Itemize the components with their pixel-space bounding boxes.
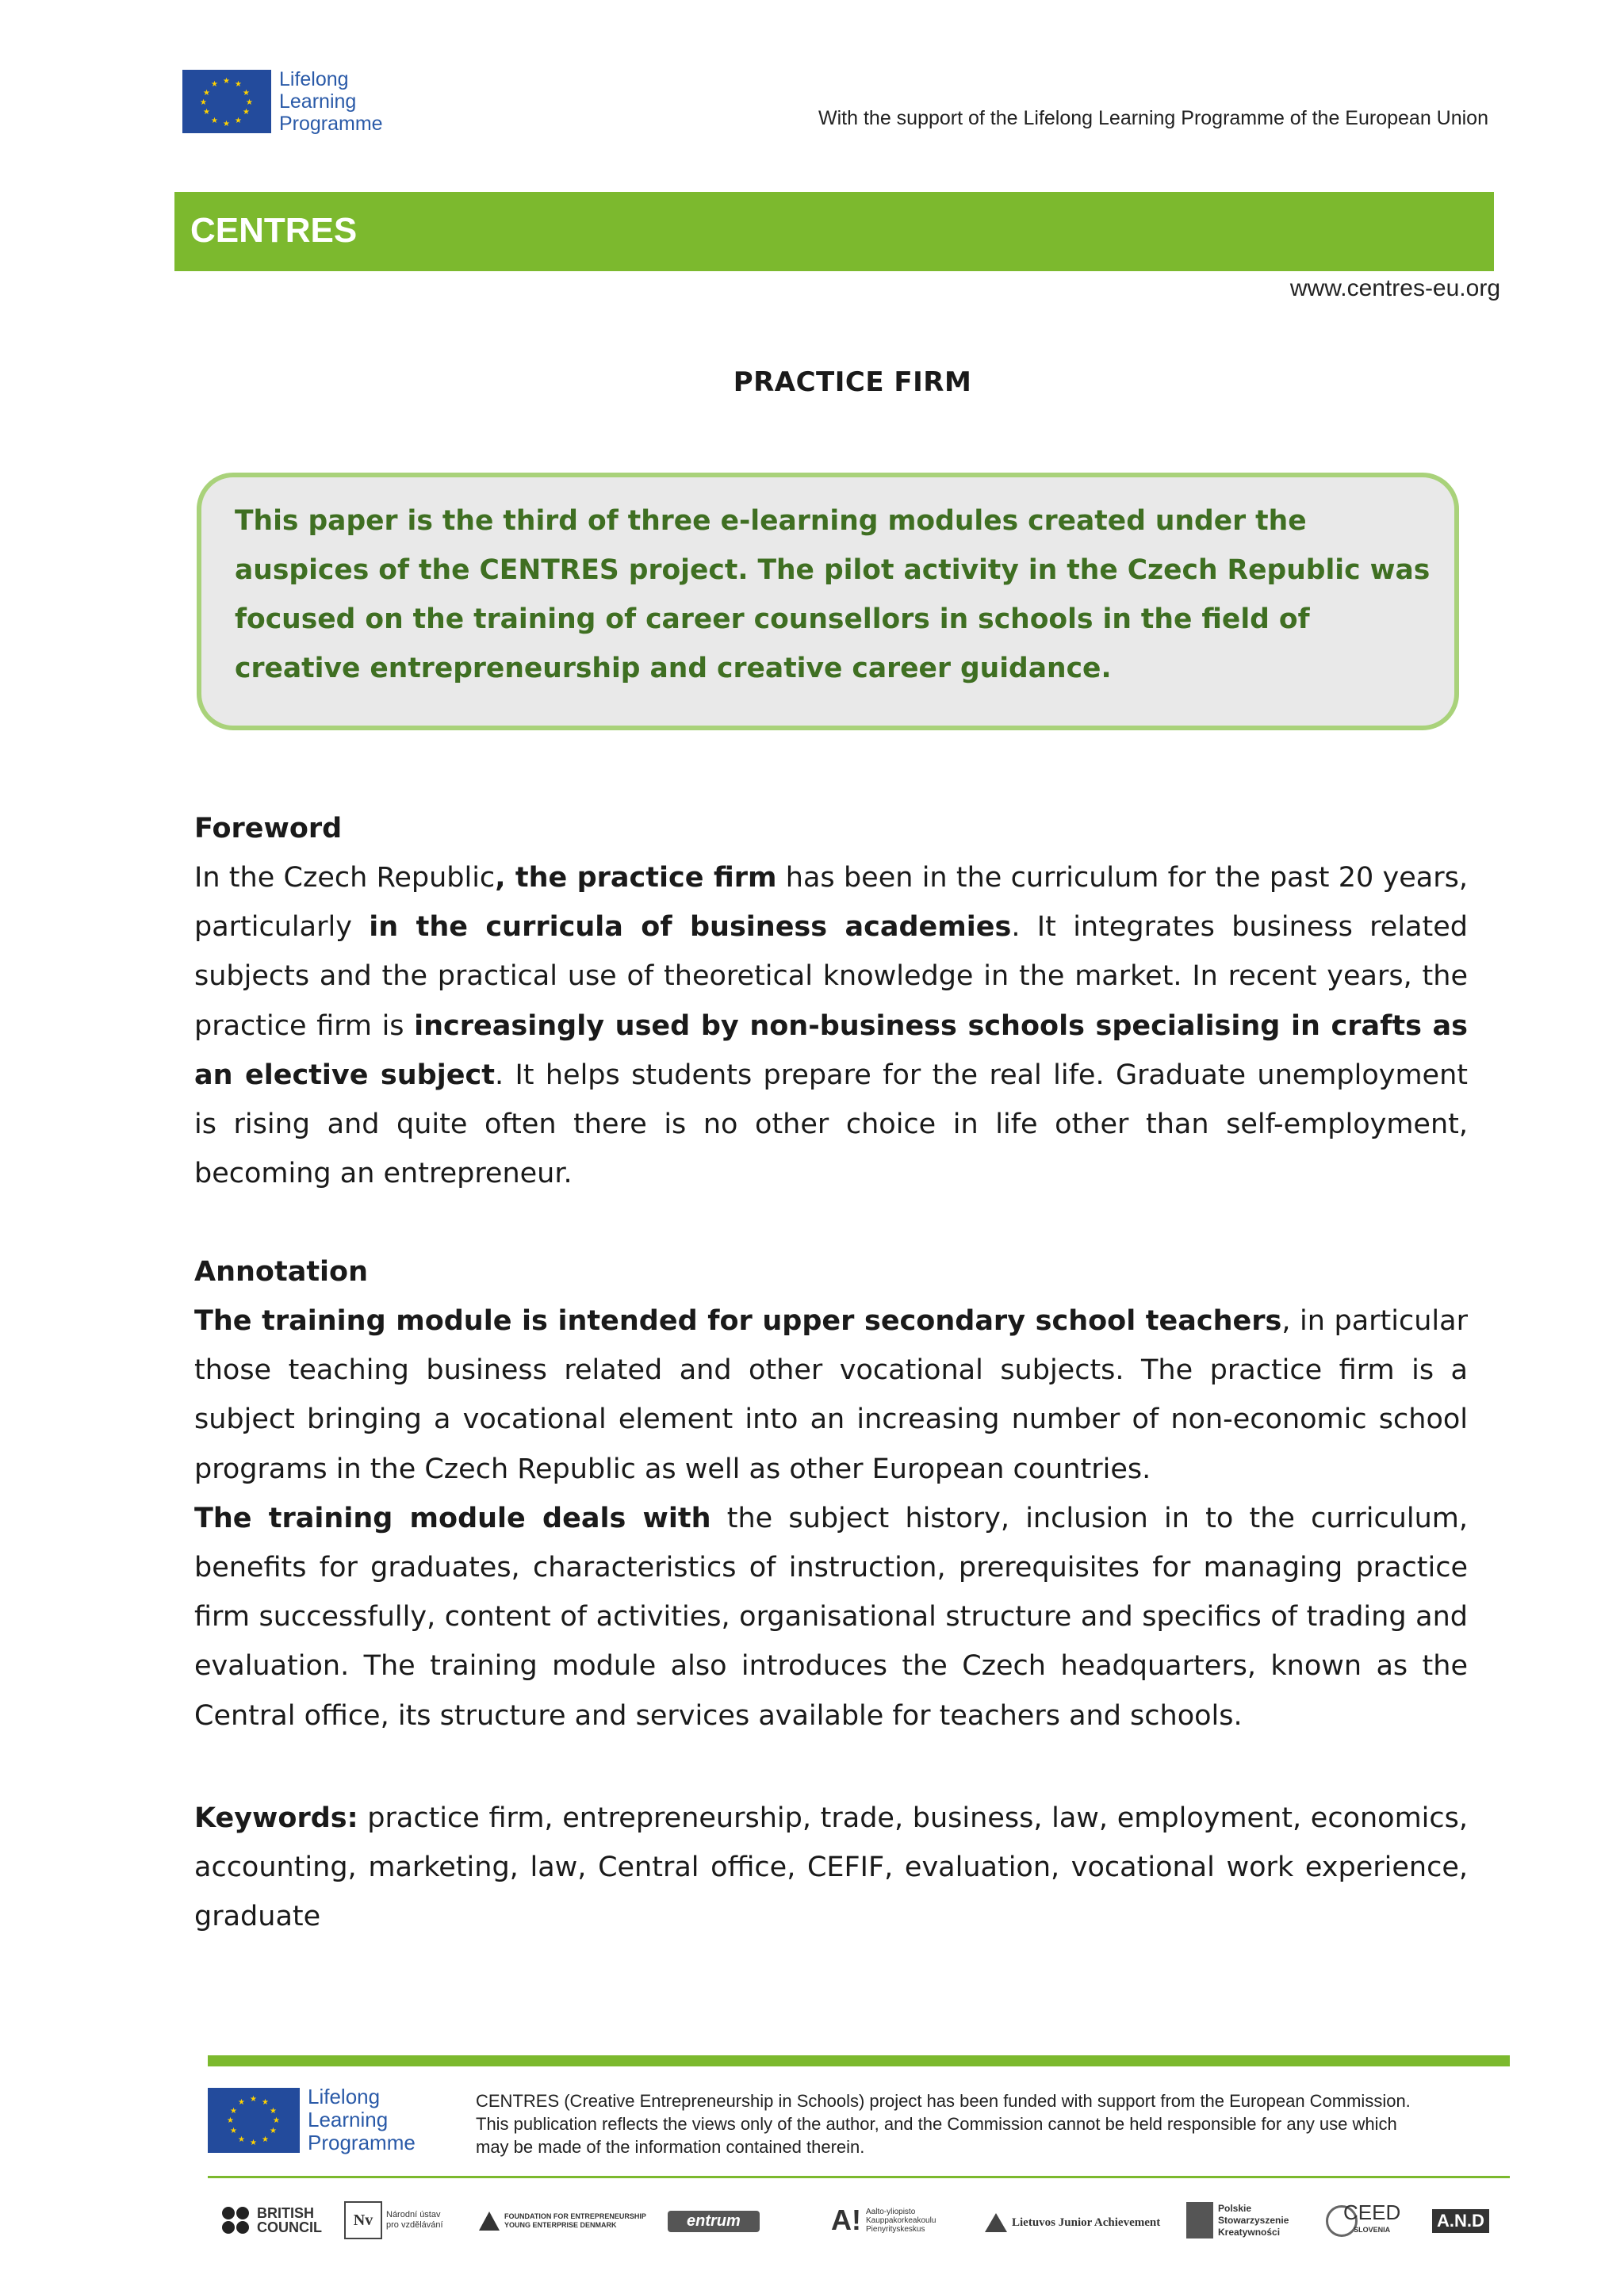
footer-eu-flag-icon: ★ ★ ★ ★ ★ ★ ★ ★ ★ ★ ★ ★: [208, 2088, 300, 2153]
foreword-paragraph: In the Czech Republic, the practice firm has been in the curriculum for the past 20 years, particularly in the curricula of business academies. It integrates business related subjects and the practical use of theoretical knowledge in the market. In recent years, the practice firm is increasingly used by non-business schools specialising in crafts as an elective subject. It helps students prepare for the real life. Graduate unemployment is rising and quite often there is no other choice in life other than self-employment, becoming an entrepreneur.: [194, 862, 1469, 1190]
annotation-paragraph-1: The training module is intended for upper secondary school teachers, in particular those teaching business related and other vocational subjects. The practice firm is a subject bringing a vocational element into an increasing number of non-economic school programs in the Czech Republic as well as other European countries.: [194, 1305, 1468, 1485]
llp-logo: [182, 68, 383, 135]
footer-rule-top: [208, 2055, 1510, 2066]
project-url[interactable]: www.centres-eu.org: [1289, 275, 1500, 301]
annotation-heading: Annotation: [194, 1256, 369, 1288]
eu-flag-icon: ★ ★ ★ ★ ★ ★ ★ ★ ★ ★ ★ ★: [182, 70, 271, 133]
footer-rule-bottom: [208, 2176, 1510, 2178]
keywords-paragraph: Keywords: practice firm, entrepreneurship, trade, business, law, employment, economics, accounting, marketing, law, Central office, CEFIF, evaluation, vocational work experience, graduate: [194, 1802, 1468, 1933]
annotation-section: [194, 1247, 1468, 1741]
llp-logo-text: Lifelong Learning Programme: [279, 68, 383, 135]
abstract-box: [197, 473, 1459, 730]
document-body: [194, 804, 1468, 1198]
nuv-logo: Nv Národní ústav pro vzdělávání: [344, 2201, 443, 2239]
lja-logo: Lietuvos Junior Achievement: [985, 2211, 1160, 2235]
psk-logo: Polskie Stowarzyszenie Kreatywności: [1186, 2200, 1289, 2241]
project-banner: [174, 192, 1494, 271]
british-council-dots-icon: [222, 2207, 252, 2234]
aalto-logo: A! Aalto-yliopisto Kauppakorkeakoulu Pienyrityskeskus: [831, 2204, 936, 2236]
lja-triangle-icon: [985, 2213, 1007, 2232]
psk-mark-icon: [1186, 2202, 1213, 2238]
annotation-paragraph-2: The training module deals with the subject history, inclusion in to the curriculum, benefits for graduates, characteristics of instruction, prerequisites for managing practice firm successfully, content of activities, organisational structure and specifics of trading and evaluation. The training module also introduces the Czech headquarters, known as the Central office, its structure and services available for teachers and schools.: [194, 1502, 1468, 1732]
funding-disclaimer: CENTRES (Creative Entrepreneurship in Schools) project has been funded with support from the European Commission. This publication reflects the views only of the author, and the Commission cannot be held responsible for any use which may be made of the information contained therein.: [476, 2091, 1411, 2157]
keywords-section: [194, 1794, 1468, 1942]
document-title: PRACTICE FIRM: [733, 366, 972, 398]
and-logo: A.N.D: [1432, 2208, 1489, 2235]
yedk-triangle-icon: [479, 2212, 500, 2231]
support-text: With the support of the Lifelong Learning Programme of the European Union: [818, 107, 1488, 129]
ceed-logo: CEED SLOVENIA: [1326, 2203, 1400, 2239]
nuv-mark-icon: Nv: [344, 2201, 382, 2239]
abstract-text: This paper is the third of three e-learning modules created under the auspices of the CENTRES project. The pilot activity in the Czech Republic was focused on the training of career counsellors in schools in the field of creative entrepreneurship and creative career guidance.: [235, 505, 1431, 684]
footer-llp-logo: [208, 2085, 416, 2154]
aalto-mark-icon: A!: [831, 2204, 861, 2236]
entrum-logo: entrum: [668, 2209, 760, 2233]
foreword-heading: Foreword: [194, 813, 343, 844]
project-title: CENTRES: [190, 211, 358, 250]
footer-llp-logo-text: Lifelong Learning Programme: [308, 2085, 416, 2154]
british-council-logo: BRITISH COUNCIL: [222, 2204, 322, 2236]
yedk-logo: FOUNDATION FOR ENTREPRENEURSHIP YOUNG ENTERPRISE DENMARK: [479, 2209, 646, 2233]
